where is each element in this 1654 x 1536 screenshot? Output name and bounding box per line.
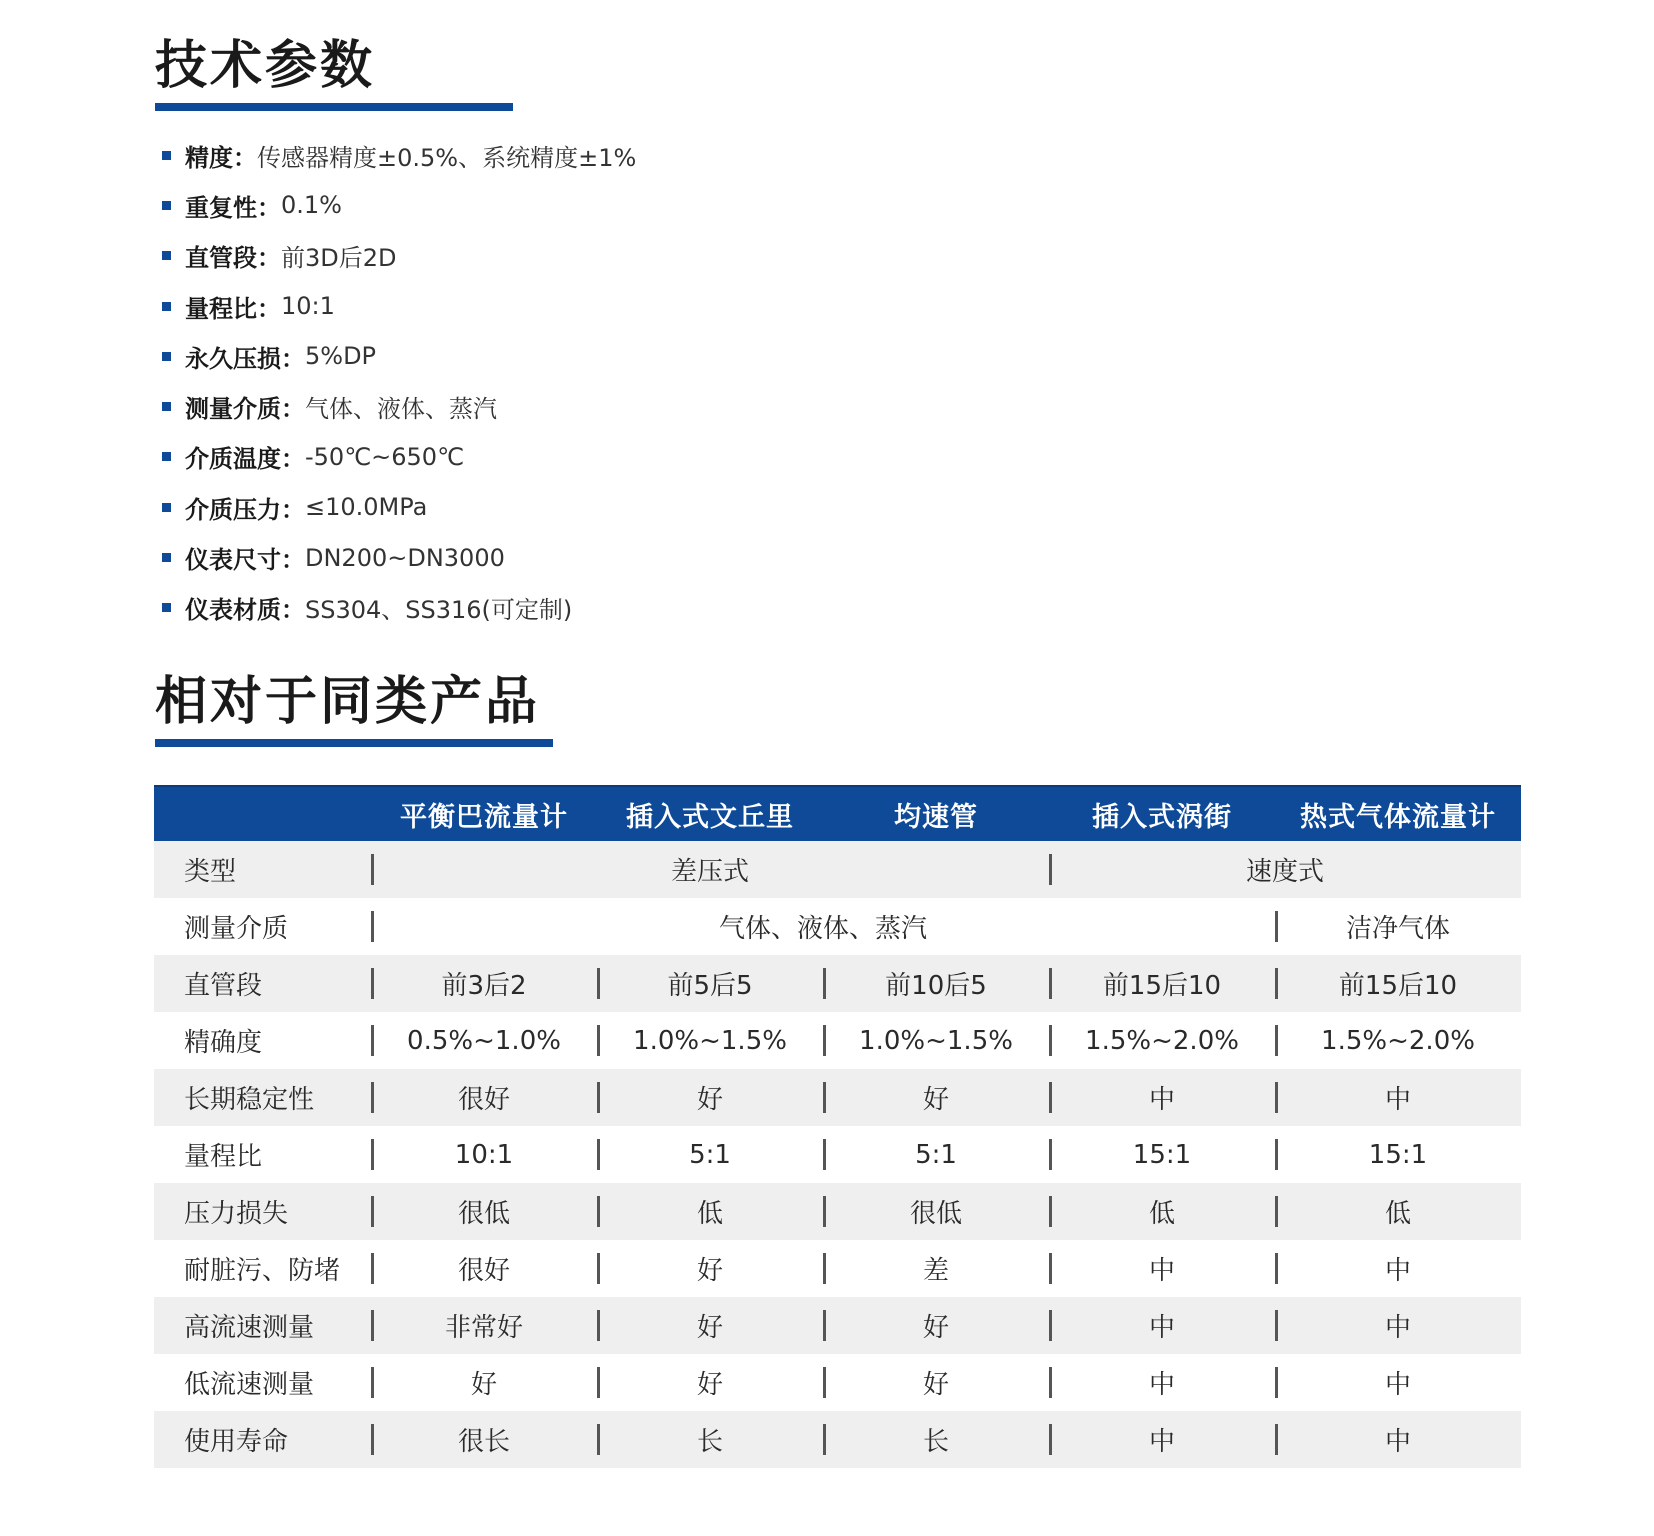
bullet-square-icon (162, 603, 171, 612)
row-label: 低流速测量 (184, 1370, 315, 1400)
bullet-square-icon (162, 553, 171, 562)
table-cell: 中 (1049, 1240, 1275, 1297)
spec-value: 10:1 (281, 292, 335, 321)
spec-key: 测量介质： (185, 395, 305, 424)
spec-key: 量程比： (185, 294, 281, 323)
bullet-square-icon (162, 151, 171, 160)
comparison-title: 相对于同类产品 (155, 672, 541, 732)
spec-value: DN200~DN3000 (305, 543, 505, 572)
bullet-square-icon (162, 302, 171, 311)
bullet-square-icon (162, 201, 171, 210)
table-cell: 中 (1275, 1297, 1521, 1354)
table-row-medium (154, 898, 1521, 955)
spec-item-turndown (162, 281, 1062, 331)
table-cell: 低 (1275, 1183, 1521, 1240)
table-cell: 前15后10 (1049, 955, 1275, 1012)
table-cell: 低 (597, 1183, 823, 1240)
header-thermal-gas: 热式气体流量计 (1275, 786, 1521, 841)
header-averaging-pitot: 平衡巴流量计 (371, 786, 597, 841)
table-cell: 好 (371, 1354, 597, 1411)
table-cell: 很好 (371, 1240, 597, 1297)
table-cell: 好 (823, 1297, 1049, 1354)
spec-value: 0.1% (281, 191, 342, 220)
row-label: 长期稳定性 (154, 1069, 371, 1126)
header-insertion-venturi: 插入式文丘里 (597, 786, 823, 841)
table-cell: 1.0%~1.5% (823, 1012, 1049, 1069)
tech-params-underline (155, 103, 513, 111)
row-label: 使用寿命 (154, 1411, 371, 1468)
table-cell: 5:1 (597, 1126, 823, 1183)
table-cell: 低 (1049, 1183, 1275, 1240)
header-annubar: 均速管 (823, 786, 1049, 841)
comparison-table (154, 785, 1521, 1468)
spec-item-material (162, 583, 1062, 633)
table-cell: 好 (597, 1297, 823, 1354)
spec-item-temperature (162, 432, 1062, 482)
bullet-square-icon (162, 352, 171, 361)
spec-value: -50℃~650℃ (305, 442, 465, 471)
table-cell: 中 (1275, 1354, 1521, 1411)
bullet-square-icon (162, 251, 171, 260)
bullet-square-icon (162, 402, 171, 411)
spec-item-pressure-loss (162, 331, 1062, 381)
spec-item-repeatability (162, 180, 1062, 230)
table-cell: 中 (1049, 1297, 1275, 1354)
comparison-underline (155, 739, 553, 747)
row-label: 类型 (154, 841, 371, 898)
table-cell: 中 (1275, 1069, 1521, 1126)
spec-list (162, 130, 1062, 633)
table-row (154, 955, 1521, 1012)
table-cell: 1.0%~1.5% (597, 1012, 823, 1069)
table-cell: 中 (1275, 1411, 1521, 1468)
table-cell: 前3后2 (371, 955, 597, 1012)
spec-value: 5%DP (305, 342, 377, 371)
spec-value: ≤10.0MPa (305, 493, 428, 522)
table-cell: 中 (1049, 1069, 1275, 1126)
row-label: 耐脏污、防堵 (184, 1256, 341, 1286)
cell-medium-common: 气体、液体、蒸汽 (371, 898, 1275, 955)
spec-key: 精度： (185, 143, 257, 172)
bullet-square-icon (162, 503, 171, 512)
table-cell: 1.5%~2.0% (1275, 1012, 1521, 1069)
table-cell: 好 (597, 1240, 823, 1297)
row-label: 高流速测量 (154, 1297, 371, 1354)
table-row (154, 1126, 1521, 1183)
cell-diff-pressure: 差压式 (371, 841, 1049, 898)
spec-key: 介质压力： (185, 495, 305, 524)
spec-value: SS304、SS316(可定制) (305, 596, 573, 625)
table-cell: 前5后5 (597, 955, 823, 1012)
table-cell: 很低 (823, 1183, 1049, 1240)
table-row (154, 1411, 1521, 1468)
table-cell: 差 (823, 1240, 1049, 1297)
table-cell: 前10后5 (823, 955, 1049, 1012)
spec-item-accuracy (162, 130, 1062, 180)
table-cell: 中 (1049, 1354, 1275, 1411)
row-label: 量程比 (184, 1142, 263, 1172)
table-row (154, 1183, 1521, 1240)
table-cell: 1.5%~2.0% (1049, 1012, 1275, 1069)
cell-medium-thermal: 洁净气体 (1275, 898, 1521, 955)
row-label: 精确度 (184, 1028, 263, 1058)
table-cell: 长 (597, 1411, 823, 1468)
spec-item-medium (162, 381, 1062, 431)
cell-velocity: 速度式 (1049, 841, 1521, 898)
table-cell: 好 (823, 1069, 1049, 1126)
table-cell: 中 (1275, 1240, 1521, 1297)
table-cell: 好 (597, 1354, 823, 1411)
header-cell-blank (154, 786, 371, 841)
spec-value: 传感器精度±0.5%、系统精度±1% (257, 143, 637, 172)
table-cell: 中 (1049, 1411, 1275, 1468)
table-cell: 15:1 (1275, 1126, 1521, 1183)
table-cell: 好 (823, 1354, 1049, 1411)
spec-key: 介质温度： (185, 445, 305, 474)
table-row (154, 1297, 1521, 1354)
table-cell: 长 (823, 1411, 1049, 1468)
spec-item-size (162, 532, 1062, 582)
table-row (154, 1069, 1521, 1126)
row-label: 直管段 (154, 955, 371, 1012)
spec-key: 仪表尺寸： (185, 546, 305, 575)
table-header-row (154, 786, 1521, 841)
table-cell: 15:1 (1049, 1126, 1275, 1183)
table-cell: 10:1 (371, 1126, 597, 1183)
table-cell: 好 (597, 1069, 823, 1126)
table-cell: 很长 (371, 1411, 597, 1468)
spec-value: 前3D后2D (281, 244, 397, 273)
table-cell: 非常好 (371, 1297, 597, 1354)
table-row (154, 1354, 1521, 1411)
spec-key: 直管段： (185, 244, 281, 273)
spec-value: 气体、液体、蒸汽 (305, 395, 497, 424)
table-cell: 很好 (371, 1069, 597, 1126)
row-label: 测量介质 (184, 914, 289, 944)
table-cell: 0.5%~1.0% (371, 1012, 597, 1069)
header-insertion-vortex: 插入式涡街 (1049, 786, 1275, 841)
spec-item-straight-pipe (162, 231, 1062, 281)
table-cell: 前15后10 (1275, 955, 1521, 1012)
spec-key: 重复性： (185, 193, 281, 222)
spec-item-pressure (162, 482, 1062, 532)
table-row-type (154, 841, 1521, 898)
spec-key: 永久压损： (185, 344, 305, 373)
table-cell: 5:1 (823, 1126, 1049, 1183)
table-row (154, 1012, 1521, 1069)
bullet-square-icon (162, 452, 171, 461)
tech-params-title: 技术参数 (155, 36, 376, 96)
spec-key: 仪表材质： (185, 596, 305, 625)
table-cell: 很低 (371, 1183, 597, 1240)
row-label: 压力损失 (154, 1183, 371, 1240)
table-row (154, 1240, 1521, 1297)
